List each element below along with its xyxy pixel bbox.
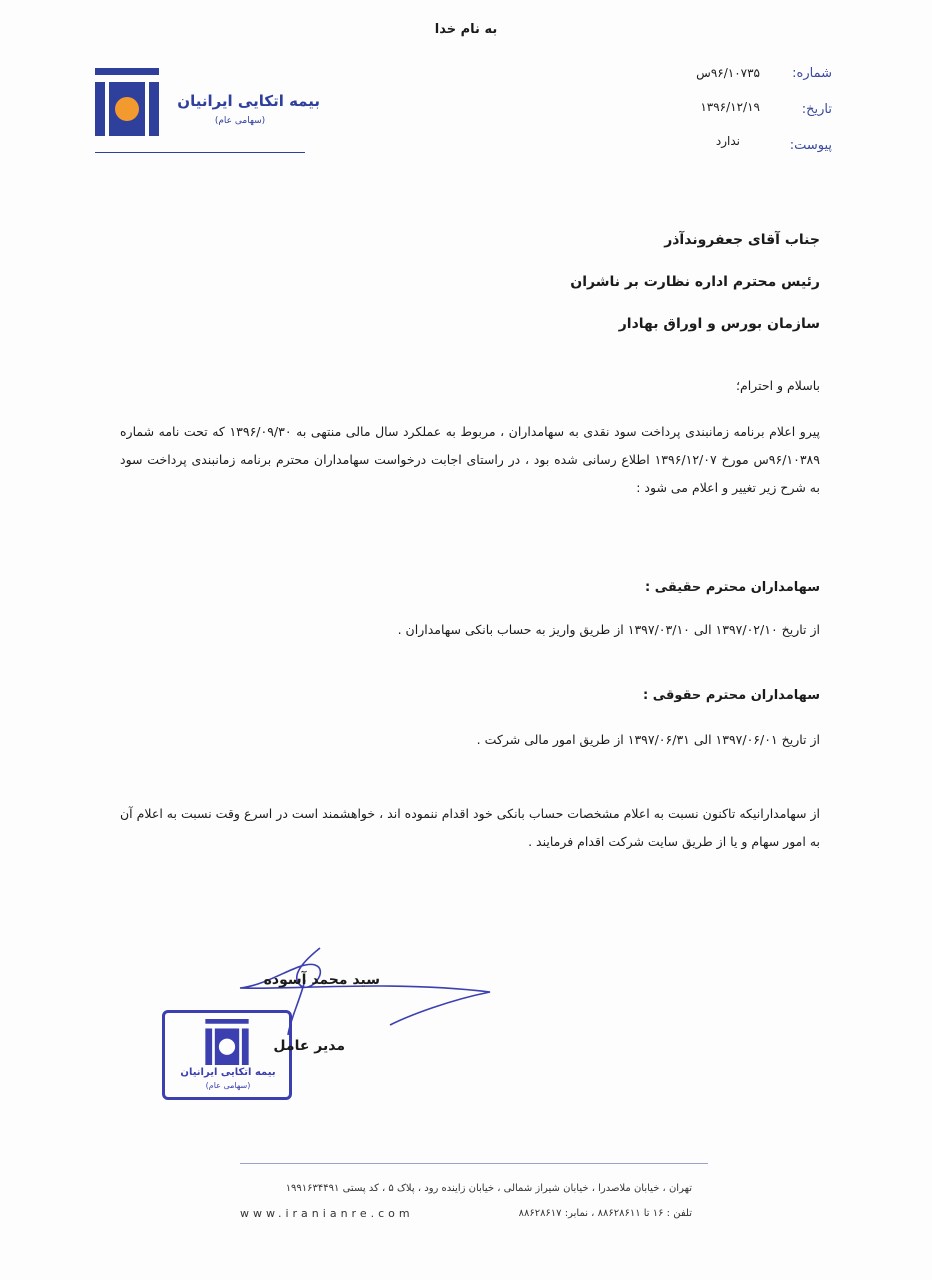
footer-address: تهران ، خیابان ملاصدرا ، خیابان شیراز شمالی ، خیابان زاینده رود ، پلاک ۵ ، کد پستی ۱۹۹۱۶۳۴۴۹۱ — [285, 1183, 692, 1194]
addressee-name: جناب آقای جعفروندآذر — [664, 232, 820, 248]
company-type: (سهامی عام) — [214, 116, 266, 126]
intro-paragraph: پیرو اعلام برنامه زمانبندی پرداخت سود نقدی به سهامداران ، مربوط به عملکرد سال مالی منتهی به ۱۳۹۶/۰۹/۳۰ که تحت نامه شماره ۹۶/۱۰۳۸۹س مورخ ۱۳۹۶/۱۲/۰۷ اطلاع رسانی شده بود ، در راستای اجابت درخواست سهامداران محترم برنامه زمانبندی پرداخت سود به شرح زیر تغییر و اعلام می شود : — [120, 424, 820, 495]
page-header-title: به نام خدا — [434, 22, 498, 37]
section-corporate-text: از تاریخ ۱۳۹۷/۰۶/۰۱ الی ۱۳۹۷/۰۶/۳۱ از طریق امور مالی شرکت . — [476, 732, 820, 747]
footer-website: www.iranianre.com — [240, 1207, 414, 1220]
signatory-title: مدیر عامل — [273, 1038, 345, 1054]
section-individual-text: از تاریخ ۱۳۹۷/۰۲/۱۰ الی ۱۳۹۷/۰۳/۱۰ از طریق واریز به حساب بانکی سهامداران . — [397, 622, 820, 637]
attachment-label: پیوست: — [789, 138, 832, 153]
logo-divider — [95, 152, 305, 153]
section-individual-title: سهامداران محترم حقیقی : — [645, 580, 820, 595]
signatory-name: سید محمد آسوده — [263, 972, 380, 988]
number-value: ۹۶/۱۰۷۳۵س — [696, 66, 760, 80]
stamp-company-type: (سهامی عام) — [205, 1081, 251, 1090]
company-name: بیمه اتکایی ایرانیان — [177, 92, 320, 110]
footer-divider — [240, 1163, 708, 1164]
stamp-company-name: بیمه اتکایی ایرانیان — [180, 1067, 276, 1078]
closing-paragraph: از سهامدارانیکه تاکنون نسبت به اعلام مشخصات حساب بانکی خود اقدام ننموده اند ، خواهشمند است در اسرع وقت نسبت به اعلام آن به امور سهام و یا از طریق سایت شرکت اقدام فرمایند . — [120, 806, 820, 849]
section-corporate-title: سهامداران محترم حقوقی : — [643, 688, 820, 703]
attachment-value: ندارد — [715, 134, 740, 148]
date-label: تاریخ: — [801, 102, 832, 117]
company-logo-icon — [95, 68, 159, 136]
footer-phones: تلفن : ۱۶ تا ۸۸۶۲۸۶۱۱ ، نمابر: ۸۸۶۲۸۶۱۷ — [518, 1208, 692, 1219]
number-label: شماره: — [792, 66, 832, 81]
greeting: باسلام و احترام؛ — [736, 378, 820, 393]
date-value: ۱۳۹۶/۱۲/۱۹ — [700, 100, 760, 114]
addressee-title: رئیس محترم اداره نظارت بر ناشران — [570, 274, 820, 290]
addressee-organization: سازمان بورس و اوراق بهادار — [618, 316, 820, 332]
handwritten-signature-icon — [210, 940, 500, 1040]
